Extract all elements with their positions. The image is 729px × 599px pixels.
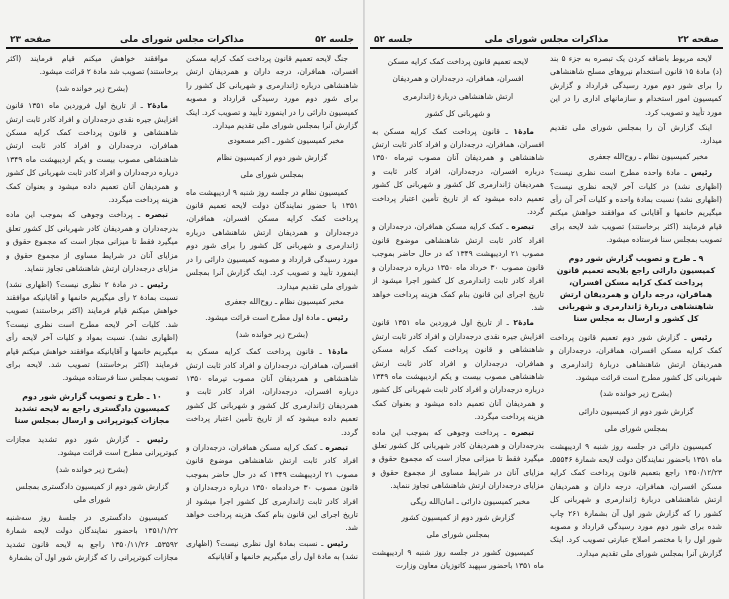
paragraph-text: لایحه تعمیم قانون پرداخت کمک کرایه مسکن	[387, 57, 529, 66]
paragraph-text: موافقند خواهش میکنم قیام فرمایند (اکثر برخاستند) تصویب شد مادهٔ ۲ قرائت میشود.	[6, 54, 178, 77]
paragraph-text: اینک گزارش آن را بمجلس شورای ملی تقدیم میدارد.	[550, 123, 722, 146]
paragraph-label: مادهٔ۲	[513, 318, 534, 328]
section-heading	[554, 253, 718, 325]
paragraph-text: بمجلس شورای ملی	[604, 424, 668, 434]
paragraph	[550, 52, 722, 119]
paragraph	[186, 186, 358, 293]
signature-line	[372, 495, 544, 508]
paragraph-label: مادهٔ۱	[327, 347, 348, 357]
signature-line	[550, 150, 722, 163]
paragraph-text: گزارش شور دوم از کمیسیون دارائی	[578, 406, 694, 416]
paragraph	[372, 546, 544, 573]
right-page	[364, 0, 729, 599]
page-number: صفحه ۲۲	[677, 35, 719, 45]
centered-line	[372, 511, 544, 524]
paragraph-text: مخبر کمیسیون دارائی ـ امان‌الله ریگی	[410, 496, 530, 506]
paragraph-label: مادهٔ۲	[147, 101, 168, 111]
paragraph-text: افسران، همافران، درجه‌داران و همردیفان	[392, 74, 524, 84]
paragraph	[6, 52, 178, 79]
centered-line	[550, 405, 722, 418]
page-header	[6, 33, 358, 49]
paragraph	[372, 426, 544, 493]
section-heading	[10, 391, 174, 427]
paragraph-text: ـ کمک کرایه مسکن همافران، درجه‌داران و افراد کادر ثابت ارتش شاهنشاهی موضوع قانون مصوب ۲۱ اردیبهشت ۱۳۴۹ که در حال حاضر بموجب قانون مصوب ۳۰ خرداد ماه ۱۳۵۰ درباره درجه‌داران و افراد کادر ثابت ژاندارمری کل کشور اجرا میشود از تاریخ اجرای این قانون بنام کمک هزینه پرداخت خواهد شد.	[372, 222, 544, 312]
paragraph-text: ارتش شاهنشاهی دربارهٔ ژاندارمری	[402, 91, 514, 101]
centered-line	[372, 90, 544, 103]
paragraph-text: کمیسیون کشور در جلسه روز شنبه ۹ اردیبهشت ماه ۱۳۵۱ باحضور سپهبد کاتوزیان معاون وزارت	[372, 547, 544, 571]
centered-line	[550, 422, 722, 435]
centered-line	[372, 72, 544, 85]
paragraph-text: بمجلس شورای ملی	[240, 170, 304, 180]
paragraph	[550, 166, 722, 246]
paragraph-text: (بشرح زیر خوانده شد)	[599, 389, 673, 399]
paragraph	[186, 441, 358, 535]
paragraph-text: مخبر کمیسیون نظام ـ روح‌الله جعفری	[224, 296, 344, 306]
text-column	[372, 52, 544, 597]
paragraph-label: تبصره	[511, 222, 534, 232]
paragraph-label: رئیس	[326, 313, 348, 323]
paragraph-text: ـ گزارش شور دوم تعمیم قانون پرداخت کمک کرایه مسکن افسران، همافران، درجه‌داران و همردیفان ارتش شاهنشاهی دربارهٔ ژاندارمری و شهربانی کل کشور مطرح است قرائت میشود.	[550, 332, 722, 382]
page-number: صفحه ۲۳	[10, 35, 52, 45]
paragraph	[186, 537, 358, 564]
signature-line	[186, 134, 358, 147]
paragraph	[6, 278, 178, 385]
paragraph	[550, 440, 722, 561]
centered-line	[372, 55, 544, 68]
paragraph	[6, 511, 178, 565]
paragraph	[6, 433, 178, 460]
paragraph-text: ـ مادهٔ واحده مطرح است نظری نیست؟ (اظهاری نشد) در کلیات آخر لایحه نظری نیست؟ (اظهاری نشد) نسبت بمادهٔ واحده و کلیات آخر آن رأی میگیریم خانمها و آقایانی که موافقند خواهش میکنم قیام فرمایند (اکثر برخاستند) تصویب شد لایحه برای تصویب بمجلس سنا فرستاده میشود.	[550, 168, 722, 245]
paragraph-text: ـ قانون پرداخت کمک کرایه مسکن به افسران، همافران، درجه‌داران و افراد کادر ثابت ارتش شاهنشاهی و همردیفان آنان مصوب تیرماه ۱۳۵۰ درباره افسران، درجه‌داران، افراد کادر ثابت و همردیفان ژاندارمری کل کشور و شهربانی کل کشور تعمیم داده میشود که از تاریخ تأمین اعتبار پرداخت گردد.	[372, 126, 544, 217]
centered-line	[372, 107, 544, 120]
paragraph-text: ـ مادهٔ اول مطرح است قرائت میشود.	[205, 313, 327, 323]
paragraph-text: ـ قانون پرداخت کمک کرایه مسکن به افسران، همافران، درجه‌داران و افراد کادر ثابت ارتش شاهنشاهی و همردیفان آنان مصوب تیرماه ۱۳۵۰ درباره افسران، درجه‌داران، افراد کادر ثابت و همردیفان ژاندارمری کل کشور و شهربانی کل کشور تعمیم داده میشود که از تاریخ تأمین اعتبار پرداخت گردد.	[186, 347, 358, 437]
paragraph-text: کمیسیون دادگستری در جلسهٔ روز سه‌شنبه ۱۳۵۱/۱/۲۲ باحضور نمایندگان دولت لایحه شمارهٔ ۵۳۵۹۲ـ ۱۳۵۰/۱۱/۲۶ راجع به لایحه قانون تشدید مجازات کبوترپرانی را که گزارش شور اول آن بشمارهٔ	[6, 512, 178, 562]
signature-line	[186, 295, 358, 308]
paragraph-text: ـ پرداخت وجوهی که بموجب این ماده بدرجه‌داران و همردیفان کادر شهربانی کل کشور تعلق میگیرد فقط تا میزانی مجاز است که مجموع حقوق و مزایای آنان در شرایط مساوی از مجموع حقوق و مزایای درجه‌داران ارتش شاهنشاهی تجاوز ننماید.	[6, 210, 178, 274]
centered-line	[6, 463, 178, 476]
paragraph-label: تبصره	[325, 442, 348, 452]
paragraph-text: ـ از تاریخ اول فروردین ماه ۱۳۵۱ قانون افزایش جیره نقدی درجه‌داران و افراد کادر ثابت ارتش شاهنشاهی و قانون پرداخت کمک کرایه مسکن همافران، درجه‌داران و افراد کادر ثابت ارتش شاهنشاهی مصوب بیست و یکم اردیبهشت ماه ۱۳۴۹ درباره درجه‌داران و افراد کادر ثابت شهربانی کل کشور و همردیفان آنان تعمیم داده میشود و بعنوان کمک هزینه پرداخت میگردد.	[6, 101, 178, 205]
publication-title: مذاکرات مجلس شورای ملی	[484, 35, 609, 45]
paragraph-text: بمجلس شورای ملی	[426, 530, 490, 540]
paragraph	[186, 52, 358, 132]
paragraph-text: ۹ ـ طرح و تصویب گزارش شور دوم کمیسیون دارائی راجع بلایحه تعمیم قانون پرداخت کمک کرایه مسکن افسران، همافران، درجه داران و همردیفان ارتش شاهنشاهی دربارهٔ ژاندارمری و شهربانی کل کشور و ارسال به مجلس سنا	[556, 253, 716, 323]
paragraph	[550, 121, 722, 148]
centered-line	[186, 151, 358, 164]
paragraph-label: رئیس	[326, 538, 348, 548]
text-column	[186, 52, 358, 597]
text-column	[6, 52, 178, 597]
paragraph-text: و شهربانی کل کشور	[425, 109, 491, 119]
paragraph-label: تبصره	[145, 210, 168, 220]
paragraph	[186, 345, 358, 439]
text-column	[550, 52, 722, 597]
paragraph-text: جنگ لایحه تعمیم قانون پرداخت کمک کرایه مسکن افسران، همافران، درجه داران و همردیفان ارتش شاهنشاهی درباره ژاندارمری و شهربانی کل کشور را برای شور دوم مورد رسیدگی قرارداد و مصوبه کمیسیون دارائی را در اینمورد تأیید و تصویب کرد. اینک گزارش آنرا بمجلس شورای ملی تقدیم میدارد.	[186, 54, 358, 131]
paragraph	[6, 99, 178, 206]
left-page	[0, 0, 364, 599]
paragraph	[6, 208, 178, 275]
paragraph-text: ـ در مادهٔ ۲ نظری نیست؟ (اظهاری نشد) نسبت بمادهٔ ۲ رأی میگیریم خانمها و آقایانیکه موافقند خواهش میکنم قیام فرمایند (اکثر برخاستند) تصویب شد. کلیات آخر لایحه مطرح است نظری نیست؟ (اظهاری نشد). نسبت بمواد و کلیات آخر لایحه رأی میگیریم خانمها و آقایانیکه موافقند خواهش میکنم قیام فرمایند (اکثر برخاستند) تصویب شد. لایحه برای تصویب بمجلس سنا فرستاده میشود.	[6, 279, 178, 383]
page-header	[370, 33, 723, 49]
publication-title: مذاکرات مجلس شورای ملی	[119, 35, 245, 45]
session-number: جلسه ۵۲	[374, 35, 413, 45]
paragraph-label: رئیس	[690, 332, 712, 342]
paragraph-text: (بشرح زیر خوانده شد)	[55, 464, 129, 474]
centered-line	[372, 528, 544, 541]
paragraph	[550, 331, 722, 385]
paragraph-text: ۱۰ ـ طرح و تصویب گزارش شور دوم کمیسیون دادگستری راجع به لایحه تشدید مجازات کبوترپرانی و ارسال بمجلس سنا	[14, 391, 170, 425]
paragraph	[186, 311, 358, 324]
paragraph-label: رئیس	[146, 434, 168, 444]
paragraph-label: رئیس	[146, 279, 168, 289]
paragraph	[372, 125, 544, 219]
paragraph-label: مادهٔ۱	[513, 126, 534, 136]
paragraph-text: گزارش شور دوم از کمیسیون کشور	[401, 513, 515, 522]
paragraph-text: ـ کمک کرایه مسکن همافران، درجه‌داران و افراد کادر ثابت ارتش شاهنشاهی موضوع قانون مصوب ۲۱ اردیبهشت ۱۳۴۹ که در حال حاضر بموجب قانون مصوب ۳۰ خردادماه ۱۳۵۰ درباره درجه‌داران و افراد کادر ثابت ژاندارمری کل کشور اجرا میشود از تاریخ اجرای این قانون بنام کمک هزینه پرداخت خواهد شد.	[186, 442, 358, 533]
paragraph-text: لایحه مربوط باضافه کردن یک تبصره به جزء ۵ بند (د) مادهٔ ۱۵ قانون استخدام نیروهای مسلح شاهنشاهی را برای شور دوم مورد رسیدگی قرارداد و گزارش کمیسیون امور استخدام و سازمانهای اداری را در این مورد تأیید و تصویب کرد.	[550, 54, 722, 117]
centered-line	[550, 387, 722, 400]
paragraph-label: رئیس	[690, 168, 712, 178]
paragraph-text: گزارش شور دوم از کمیسیون نظام	[216, 152, 328, 162]
paragraph-text: ـ نسبت بمادهٔ اول نظری نیست؟ (اظهاری نشد) به مادهٔ اول رأی میگیریم خانمها و آقایانیکه	[186, 538, 358, 562]
paragraph-text: مخبر کمیسیون نظام ـ روح‌الله جعفری	[588, 151, 708, 161]
paragraph-text: ـ گزارش شور دوم تشدید مجازات کبوترپرانی مطرح است قرائت میشود.	[6, 434, 178, 458]
paragraph-text: ـ از تاریخ اول فروردین ماه ۱۳۵۱ قانون افزایش جیره نقدی درجه‌داران و افراد کادر ثابت ارتش شاهنشاهی و قانون پرداخت کمک کرایه مسکن همافران، درجه‌داران و افراد کادر ثابت ارتش شاهنشاهی مصوب بیست و یکم اردیبهشت ماه ۱۳۴۹ درباره درجه‌داران و افراد کادر ثابت شهربانی کل کشور و همردیفان آنان تعمیم داده میشود و بعنوان کمک هزینه پرداخت میگردد.	[372, 318, 544, 422]
centered-line	[186, 168, 358, 181]
centered-line	[6, 82, 178, 95]
paragraph-text: (بشرح زیر خوانده شد)	[55, 83, 129, 93]
session-number: جلسه ۵۲	[315, 35, 354, 45]
paragraph-text: کمیسیون نظام در جلسه روز شنبه ۹ اردیبهشت ماه ۱۳۵۱ با حضور نمایندگان دولت لایحه تعمیم قانون پرداخت کمک کرایه مسکن افسران، همافران، درجه‌داران و همردیفان ارتش شاهنشاهی درباره ژاندارمری و شهربانی کل کشور را برای شور دوم مورد رسیدگی قرارداد و مصوبه کمیسیون دارائی را در اینمورد تأیید و تصویب کرد. اینک گزارش آنرا بمجلس شورای ملی تقدیم میدارد.	[186, 187, 358, 291]
paragraph-text: (بشرح زیر خوانده شد)	[235, 329, 309, 339]
paragraph-label: تبصره	[511, 427, 534, 437]
paragraph-text: مخبر کمیسیون کشور ـ اکبر مسعودی	[227, 136, 344, 146]
paragraph-text: کمیسیون دارائی در جلسه روز شنبه ۹ اردیبهشت ماه ۱۳۵۱ باحضور نمایندگان دولت لایحه شمارهٔ ۵۵۵۴۶ـ ۱۳۵۰/۱۲/۲۳ راجع بتعمیم قانون پرداخت کمک کرایه مسکن افسران، همافران، درجه داران و همردیفان ارتش شاهنشاهی دربارهٔ ژاندارمری و شهربانی کل کشور را که گزارش شور اول آن بشمارهٔ ۲۶۱ چاپ شده برای شور دوم مورد رسیدگی قرارداد و مصوبه شور اول را با مختصر اصلاح عبارتی تصویب کرد. اینک گزارش آنرا بمجلس شورای ملی تقدیم میدارد.	[550, 441, 722, 558]
paragraph-text: گزارش شور دوم از کمیسیون دادگستری بمجلس شورای ملی	[15, 481, 169, 505]
paragraph-text: ـ پرداخت وجوهی که بموجب این ماده بدرجه‌داران و همردیفان کادر شهربانی کل کشور تعلق میگیرد فقط تا میزانی مجاز است که مجموع حقوق و مزایای آنان در شرایط مساوی از مجموع حقوق و مزایای درجه‌داران ارتش شاهنشاهی تجاوز ننماید.	[372, 427, 544, 491]
centered-line	[186, 328, 358, 341]
centered-line	[6, 480, 178, 507]
paragraph	[372, 316, 544, 423]
paragraph	[372, 220, 544, 314]
